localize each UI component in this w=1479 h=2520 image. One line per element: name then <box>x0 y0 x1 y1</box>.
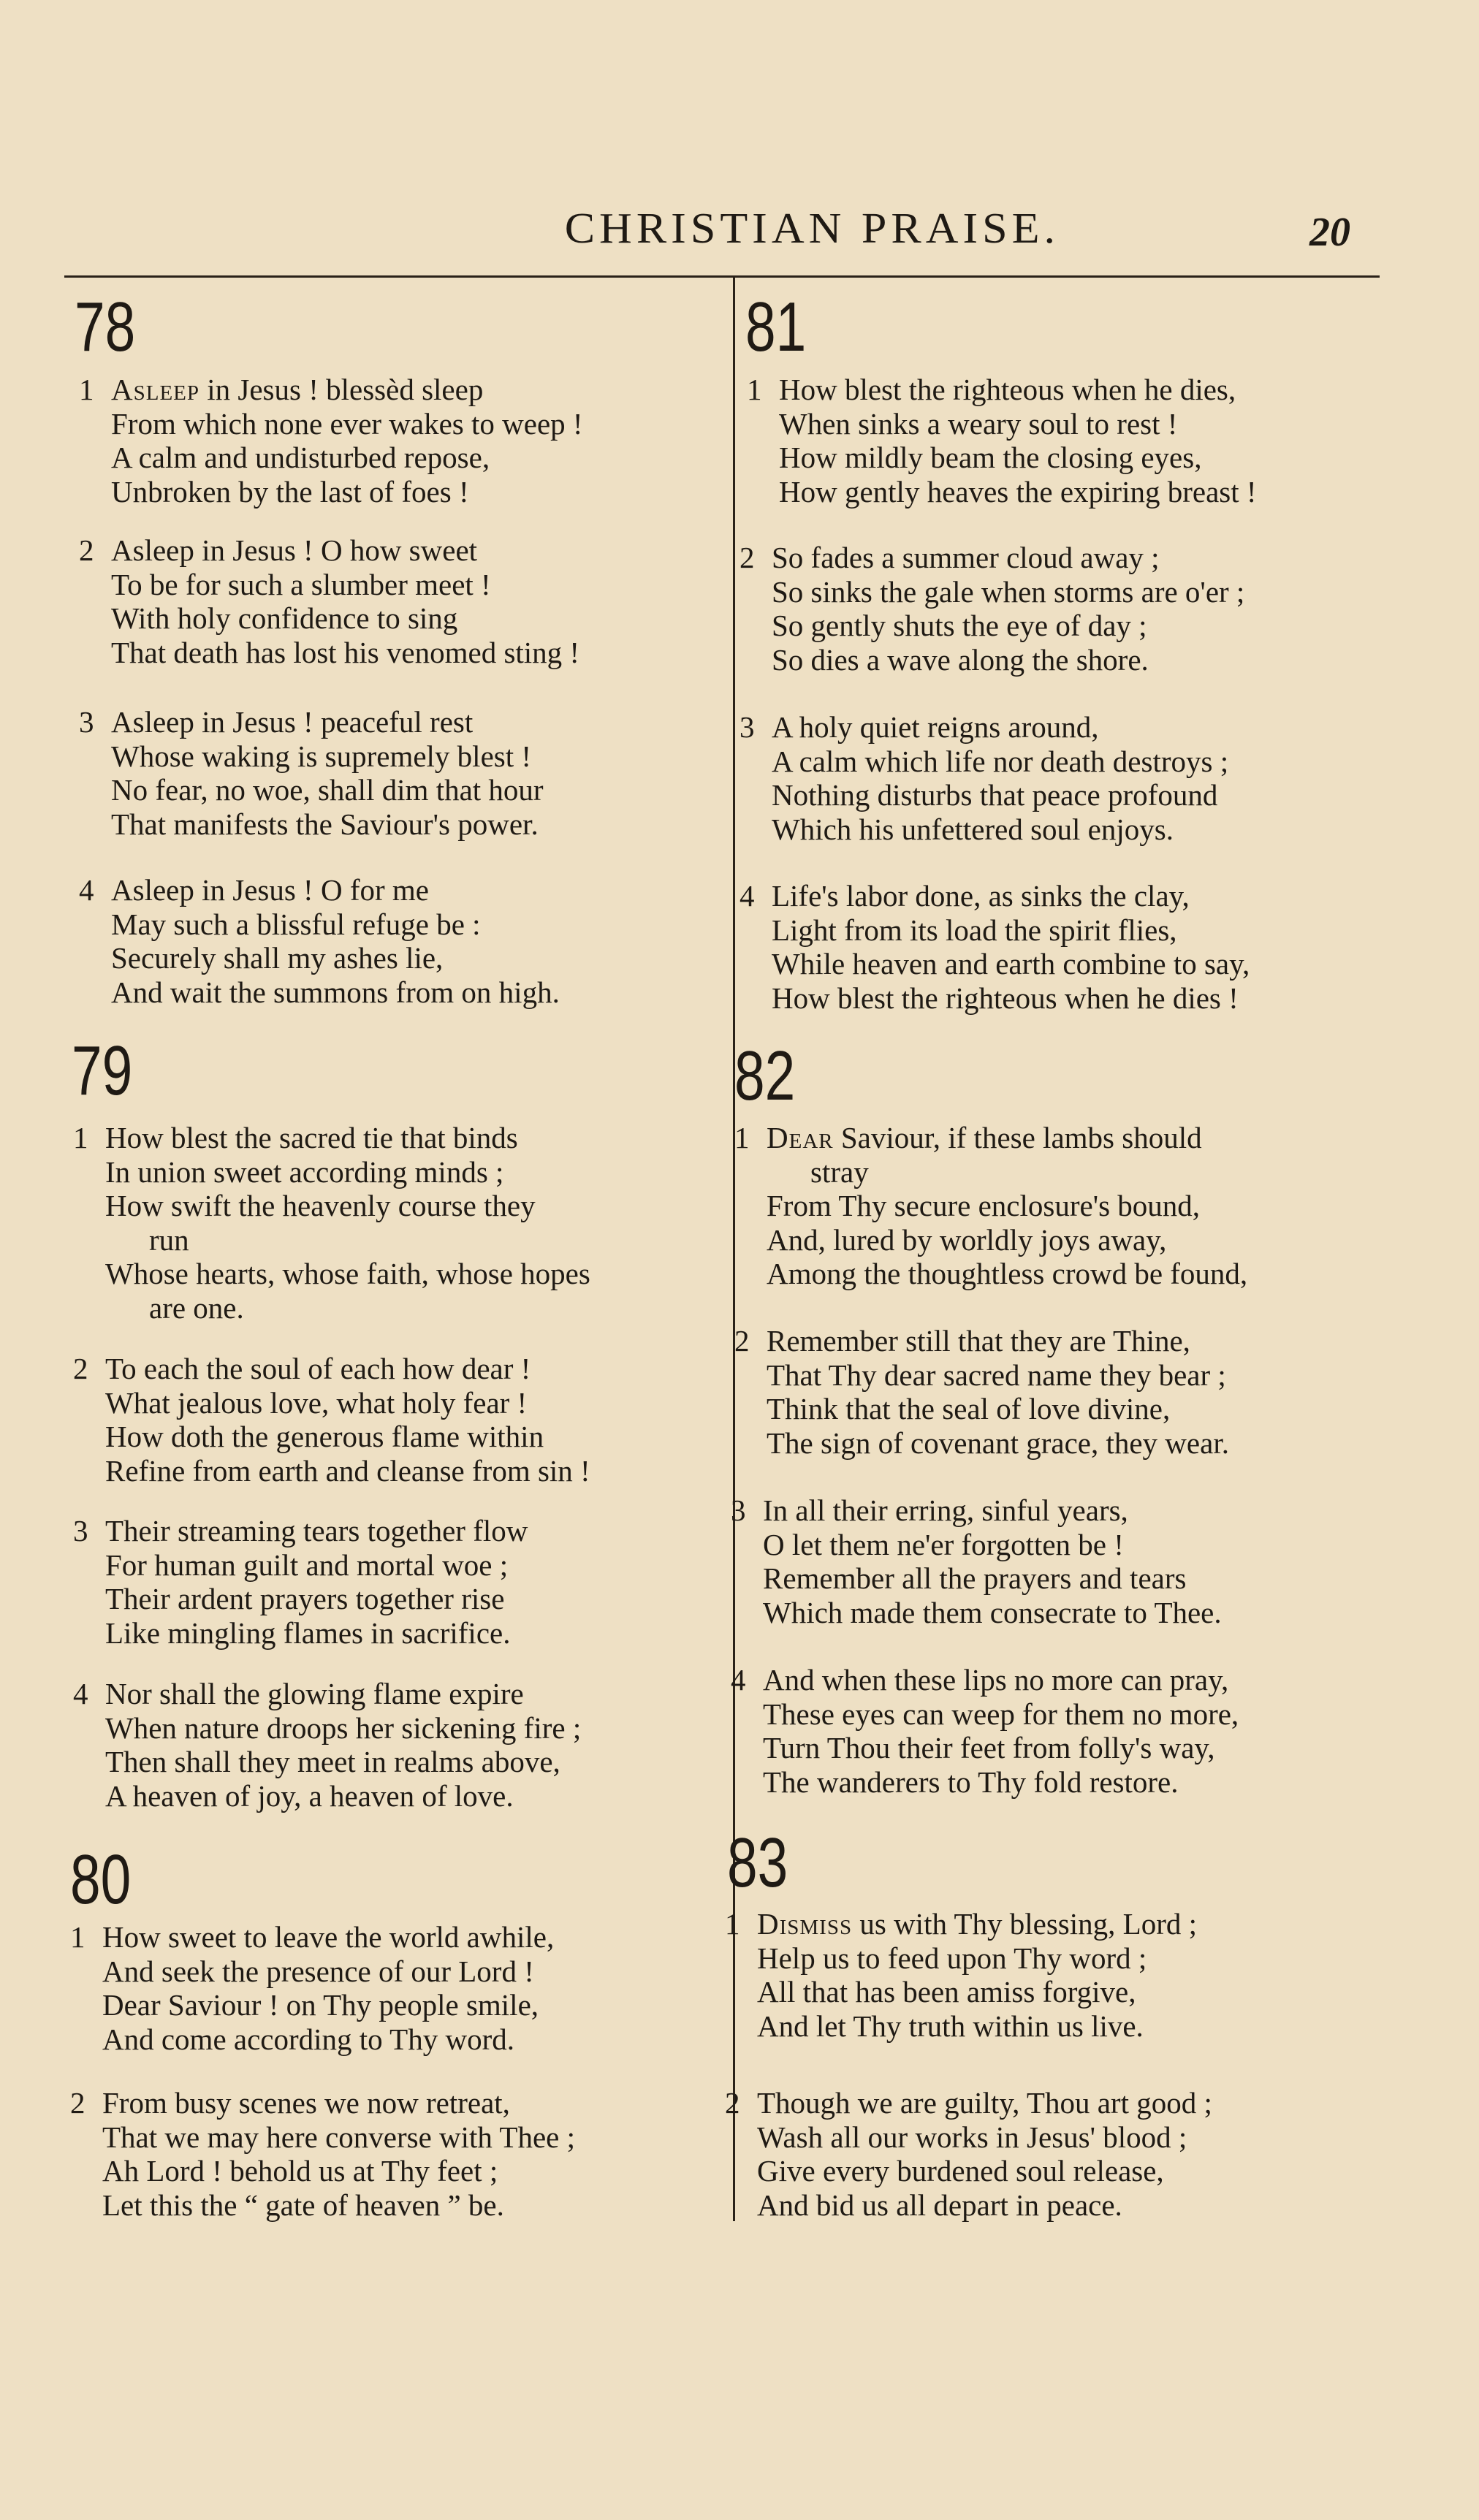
hymn-number-80: 80 <box>70 1840 132 1919</box>
stanza-line: How swift the heavenly course they <box>105 1189 536 1222</box>
first-word: Dismiss <box>757 1907 853 1941</box>
hymn-82-stanza-2 <box>734 1324 1229 1460</box>
stanza-line: Light from its load the spirit flies, <box>772 913 1177 947</box>
stanza-line: The sign of covenant grace, they wear. <box>767 1425 1229 1460</box>
stanza-line: Which his unfettered soul enjoys. <box>772 812 1174 846</box>
stanza-line: Their streaming tears together flow <box>105 1514 528 1548</box>
stanza-line: Turn Thou their feet from folly's way, <box>763 1731 1215 1765</box>
stanza-line: Which made them consecrate to Thee. <box>763 1595 1222 1629</box>
stanza-line: Saviour, if these lambs should <box>833 1121 1202 1154</box>
verse-number: 2 <box>725 2086 740 2120</box>
stanza-line: That Thy dear sacred name they bear ; <box>767 1358 1226 1392</box>
stanza-line: How sweet to leave the world awhile, <box>102 1920 555 1954</box>
hymn-81-stanza-3 <box>740 710 1228 846</box>
verse-number: 3 <box>79 705 94 739</box>
stanza-line: Life's labor done, as sinks the clay, <box>772 879 1190 913</box>
verse-number: 2 <box>70 2086 85 2120</box>
stanza-line: Help us to feed upon Thy word ; <box>757 1941 1147 1975</box>
verse-number: 4 <box>740 879 755 913</box>
stanza-line: And, lured by worldly joys away, <box>767 1222 1167 1257</box>
hymn-number-79: 79 <box>72 1032 133 1110</box>
hymn-81-stanza-4 <box>740 879 1250 1015</box>
stanza-line: And bid us all depart in peace. <box>757 2188 1122 2222</box>
verse-number: 1 <box>73 1121 88 1154</box>
stanza-line: us with Thy blessing, Lord ; <box>852 1907 1197 1941</box>
stanza-line: That we may here converse with Thee ; <box>102 2120 576 2154</box>
verse-number: 2 <box>740 541 755 574</box>
hymn-81-stanza-1 <box>747 373 1257 509</box>
stanza-line: To be for such a slumber meet ! <box>111 567 491 601</box>
stanza-line: With holy confidence to sing <box>111 601 458 635</box>
stanza-line: Like mingling flames in sacrifice. <box>105 1615 511 1650</box>
page-header-title: CHRISTIAN PRAISE. <box>564 205 1060 253</box>
hymn-82-stanza-1 <box>734 1121 1247 1291</box>
stanza-line: Wash all our works in Jesus' blood ; <box>757 2120 1187 2154</box>
stanza-line: And when these lips no more can pray, <box>763 1663 1229 1697</box>
hymn-79-stanza-1 <box>73 1121 590 1325</box>
stanza-line: Their ardent prayers together rise <box>105 1582 505 1615</box>
hymn-78-stanza-4 <box>79 873 560 1009</box>
hymn-78-stanza-3 <box>79 705 544 841</box>
stanza-line: How blest the sacred tie that binds <box>105 1121 518 1154</box>
stanza-line: are one. <box>149 1290 244 1325</box>
stanza-line: May such a blissful refuge be : <box>111 907 481 941</box>
stanza-line: So fades a summer cloud away ; <box>772 541 1160 574</box>
stanza-line: What jealous love, what holy fear ! <box>105 1385 528 1420</box>
page-number: 20 <box>1309 210 1350 255</box>
stanza-line: All that has been amiss forgive, <box>757 1975 1136 2009</box>
stanza-line: So dies a wave along the shore. <box>772 642 1149 677</box>
hymn-79-stanza-3 <box>73 1514 528 1650</box>
stanza-line: run <box>149 1222 189 1257</box>
stanza-line: No fear, no woe, shall dim that hour <box>111 773 544 807</box>
stanza-line: Asleep in Jesus ! peaceful rest <box>111 705 474 739</box>
stanza-line: When nature droops her sickening fire ; <box>105 1710 582 1745</box>
stanza-line: How mildly beam the closing eyes, <box>779 441 1202 474</box>
hymn-number-78: 78 <box>75 288 136 366</box>
verse-number: 2 <box>73 1352 88 1385</box>
stanza-line: For human guilt and mortal woe ; <box>105 1548 509 1582</box>
stanza-line: So gently shuts the eye of day ; <box>772 609 1147 642</box>
stanza-line: And seek the presence of our Lord ! <box>102 1954 534 1988</box>
stanza-line: That manifests the Saviour's power. <box>111 807 539 841</box>
stanza-line: Asleep in Jesus ! O how sweet <box>111 533 478 567</box>
stanza-line: Remember still that they are Thine, <box>767 1324 1190 1358</box>
stanza-line: Whose hearts, whose faith, whose hopes <box>105 1257 590 1290</box>
stanza-line: Unbroken by the last of foes ! <box>111 474 469 509</box>
stanza-line: The wanderers to Thy fold restore. <box>763 1765 1179 1799</box>
verse-number: 3 <box>740 710 755 744</box>
verse-number: 3 <box>73 1514 88 1548</box>
first-word: Asleep <box>111 373 200 406</box>
stanza-line: Then shall they meet in realms above, <box>105 1745 560 1778</box>
stanza-line: Give every burdened soul release, <box>757 2154 1164 2188</box>
hymn-78-stanza-2 <box>79 533 579 669</box>
header-rule <box>64 275 1380 278</box>
stanza-line: Ah Lord ! behold us at Thy feet ; <box>102 2154 498 2188</box>
verse-number: 4 <box>731 1663 746 1697</box>
verse-number: 2 <box>734 1324 750 1358</box>
verse-number: 4 <box>79 873 94 907</box>
stanza-line: O let them ne'er forgotten be ! <box>763 1527 1124 1561</box>
stanza-line: A heaven of joy, a heaven of love. <box>105 1778 514 1813</box>
stanza-line: A calm and undisturbed repose, <box>111 441 490 474</box>
stanza-line: And wait the summons from on high. <box>111 975 560 1009</box>
stanza-line: When sinks a weary soul to rest ! <box>779 406 1178 441</box>
verse-number: 4 <box>73 1677 88 1710</box>
hymn-78-stanza-1 <box>79 373 583 509</box>
stanza-line: In all their erring, sinful years, <box>763 1493 1128 1527</box>
first-word: Dear <box>767 1121 834 1154</box>
stanza-line: From busy scenes we now retreat, <box>102 2086 510 2120</box>
hymn-number-81: 81 <box>745 288 807 366</box>
stanza-line: From Thy secure enclosure's bound, <box>767 1189 1201 1222</box>
stanza-line: Refine from earth and cleanse from sin ! <box>105 1453 590 1488</box>
hymn-number-82: 82 <box>734 1037 796 1115</box>
stanza-line: stray <box>810 1154 869 1189</box>
stanza-line: Let this the “ gate of heaven ” be. <box>102 2188 504 2222</box>
stanza-line: Remember all the prayers and tears <box>763 1561 1187 1595</box>
stanza-line: A holy quiet reigns around, <box>772 710 1099 744</box>
hymn-83-stanza-2 <box>725 2086 1212 2222</box>
hymn-number-83: 83 <box>727 1824 788 1902</box>
stanza-line: How gently heaves the expiring breast ! <box>779 474 1257 509</box>
stanza-line: So sinks the gale when storms are o'er ; <box>772 574 1245 609</box>
stanza-line: That death has lost his venomed sting ! <box>111 635 580 669</box>
stanza-line: in Jesus ! blessèd sleep <box>199 373 484 406</box>
hymn-79-stanza-4 <box>73 1677 581 1813</box>
stanza-line: Among the thoughtless crowd be found, <box>767 1257 1248 1290</box>
stanza-line: Asleep in Jesus ! O for me <box>111 873 429 907</box>
verse-number: 1 <box>725 1907 740 1941</box>
verse-number: 2 <box>79 533 94 567</box>
hymn-79-stanza-2 <box>73 1352 590 1488</box>
stanza-line: Securely shall my ashes lie, <box>111 941 444 975</box>
hymn-82-stanza-3 <box>731 1493 1222 1629</box>
stanza-line: To each the soul of each how dear ! <box>105 1352 531 1385</box>
verse-number: 1 <box>747 373 762 406</box>
stanza-line: While heaven and earth combine to say, <box>772 947 1250 981</box>
stanza-line: How blest the righteous when he dies, <box>779 373 1236 406</box>
verse-number: 3 <box>731 1493 746 1527</box>
verse-number: 1 <box>70 1920 85 1954</box>
stanza-line: Whose waking is supremely blest ! <box>111 739 532 773</box>
verse-number: 1 <box>734 1121 750 1154</box>
hymn-82-stanza-4 <box>731 1663 1239 1799</box>
stanza-line: How blest the righteous when he dies ! <box>772 981 1239 1015</box>
verse-number: 1 <box>79 373 94 406</box>
hymn-83-stanza-1 <box>725 1907 1197 2043</box>
stanza-line: Dear Saviour ! on Thy people smile, <box>102 1988 539 2022</box>
stanza-line: And come according to Thy word. <box>102 2022 514 2056</box>
stanza-line: In union sweet according minds ; <box>105 1154 504 1189</box>
stanza-line: Nothing disturbs that peace profound <box>772 778 1218 812</box>
stanza-line: From which none ever wakes to weep ! <box>111 406 583 441</box>
stanza-line: How doth the generous flame within <box>105 1420 544 1453</box>
hymn-81-stanza-2 <box>740 541 1244 677</box>
stanza-line: And let Thy truth within us live. <box>757 2009 1144 2043</box>
stanza-line: Think that the seal of love divine, <box>767 1392 1171 1425</box>
stanza-line: Nor shall the glowing flame expire <box>105 1677 524 1710</box>
stanza-line: Though we are guilty, Thou art good ; <box>757 2086 1212 2120</box>
hymn-80-stanza-2 <box>70 2086 575 2222</box>
stanza-line: A calm which life nor death destroys ; <box>772 744 1229 778</box>
hymn-80-stanza-1 <box>70 1920 554 2056</box>
stanza-line: These eyes can weep for them no more, <box>763 1697 1239 1731</box>
